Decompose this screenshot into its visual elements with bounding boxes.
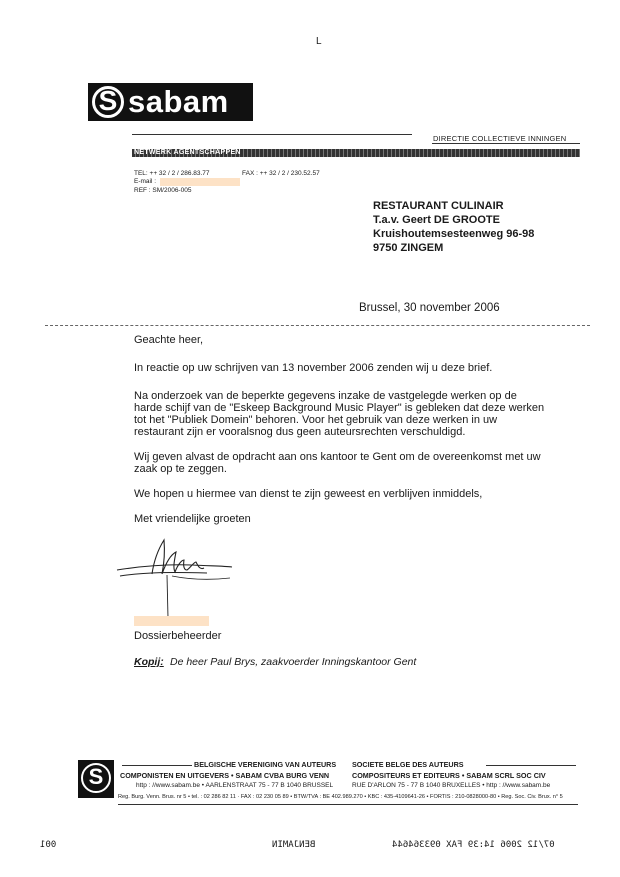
footer-fr-line-3: RUE D'ARLON 75 - 77 B 1040 BRUXELLES • http : //www.sabam.be (352, 782, 551, 789)
tel-number: TEL: ++ 32 / 2 / 286.83.77 (134, 170, 210, 177)
name-redacted (134, 616, 209, 626)
paragraph-2-line-1: Na onderzoek van de beperkte gegevens inzake de vastgelegde werken op de (134, 390, 517, 402)
department-bar-label: NETWERK AGENTSCHAPPEN (134, 149, 241, 156)
footer-rule-right (486, 765, 576, 766)
stray-mark: L (316, 36, 322, 47)
recipient-city: 9750 ZINGEM (373, 242, 444, 254)
paragraph-2-line-3: tot het "Publiek Domein" behoren. Voor het gebruik van deze werken in uw (134, 414, 498, 426)
paragraph-2-line-2: harde schijf van de "Eskeep Background Music Player" is gebleken dat deze werken (134, 402, 545, 414)
email-label: E-mail : (134, 178, 157, 185)
signer-role: Dossierbeheerder (134, 630, 222, 642)
logo-text: sabam (128, 84, 229, 119)
footer-bottom-rule (118, 804, 578, 805)
footer-fr-line-1: SOCIETE BELGE DES AUTEURS (352, 760, 464, 769)
footer-nl-line-2: COMPONISTEN EN UITGEVERS • SABAM CVBA BURG VENN (120, 771, 330, 780)
fax-sender-name: BENJAMIN (272, 840, 316, 850)
fax-page-number: 001 (40, 840, 57, 850)
letter-date: Brussel, 30 november 2006 (359, 302, 500, 314)
copy-label: Kopij: (134, 656, 164, 668)
footer-rule (122, 765, 192, 766)
salutation: Geachte heer, (134, 334, 204, 346)
header-rule-right (432, 143, 580, 144)
fax-header-line: 07/12 2006 14:39 FAX 093364644 (392, 840, 555, 850)
header-rule (132, 134, 412, 135)
handwritten-signature (112, 530, 242, 620)
fax-number: FAX : ++ 32 / 2 / 230.52.57 (242, 170, 320, 177)
paragraph-1: In reactie op uw schrijven van 13 november 2006 zenden wij u deze brief. (134, 362, 493, 374)
paragraph-3-line-1: Wij geven alvast de opdracht aan ons kantoor te Gent om de overeenkomst met uw (134, 451, 541, 463)
logo-symbol: S (98, 85, 118, 116)
department-label: DIRECTIE COLLECTIEVE INNINGEN (433, 134, 567, 143)
recipient-street: Kruishoutemsesteenweg 96-98 (373, 228, 535, 240)
footer-nl-line-3: http : //www.sabam.be • AARLENSTRAAT 75 - 77 B 1040 BRUSSEL (136, 782, 334, 789)
recipient-attention: T.a.v. Geert DE GROOTE (373, 214, 500, 226)
closing: Met vriendelijke groeten (134, 513, 251, 525)
copy-recipient: De heer Paul Brys, zaakvoerder Inningskantoor Gent (170, 656, 417, 668)
footer-logo-symbol: S (88, 764, 104, 789)
footer-fr-line-2: COMPOSITEURS ET EDITEURS • SABAM SCRL SOC CIV (352, 771, 546, 780)
paragraph-4: We hopen u hiermee van dienst te zijn geweest en verblijven inmiddels, (134, 488, 483, 500)
paragraph-3-line-2: zaak op te zeggen. (134, 463, 227, 475)
dashed-separator (45, 325, 590, 326)
footer-nl-line-1: BELGISCHE VERENIGING VAN AUTEURS (194, 760, 337, 769)
recipient-name: RESTAURANT CULINAIR (373, 200, 504, 212)
footer-registration: Reg. Burg. Venn. Brus. nr 5 • tel. : 02 286 82 11 · FAX : 02 230 05 89 • BTW/TVA : BE 402.989.270 • KBC : 435-4109641-26 • FORTIS : 210-0828000-80 • Reg. Soc. Civ. Brux. n° 5 (118, 794, 563, 800)
reference: REF : SM/2006-005 (134, 187, 192, 194)
paragraph-2-line-4: restaurant zijn er vooralsnog dus geen auteursrechten verschuldigd. (134, 426, 466, 438)
email-redacted (160, 178, 240, 186)
